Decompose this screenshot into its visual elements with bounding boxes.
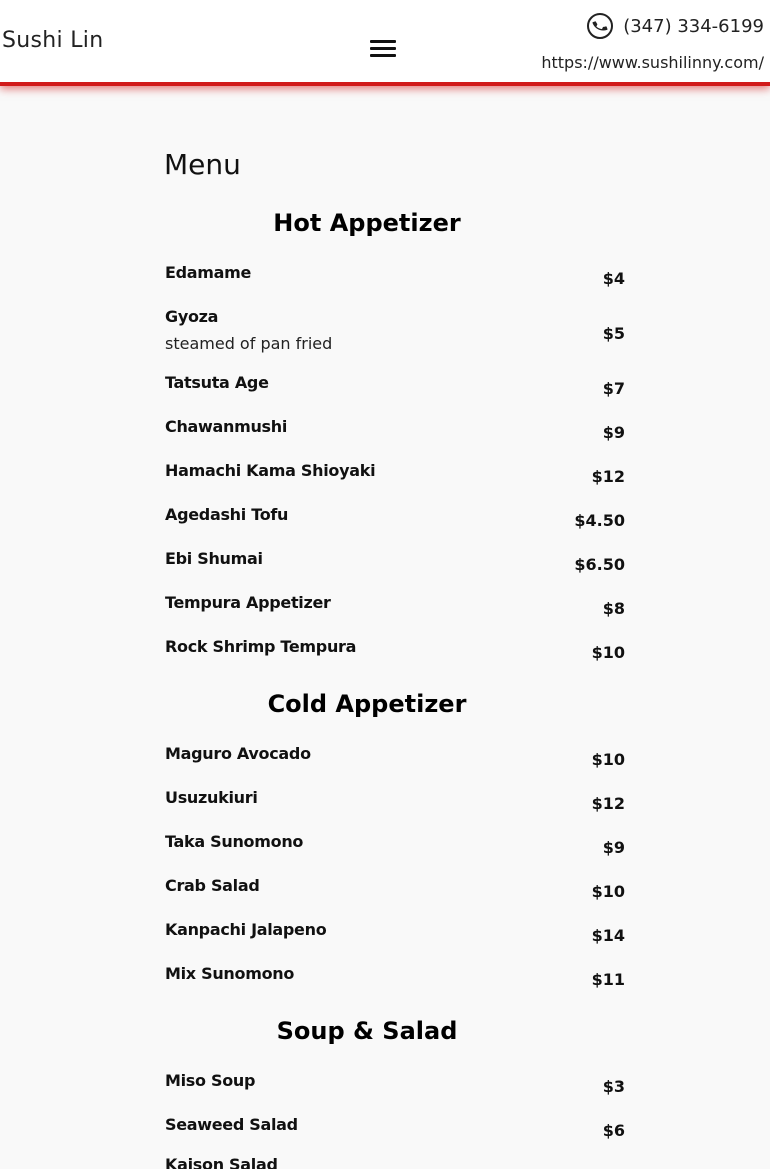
item-price: $12	[591, 794, 625, 813]
item-name: Mix Sunomono	[165, 964, 295, 983]
menu-item	[165, 876, 625, 901]
site-header	[0, 0, 770, 86]
phone-contact[interactable]	[587, 13, 764, 39]
menu-item	[165, 832, 625, 857]
item-name: Kaison Salad	[165, 1155, 278, 1169]
item-price: $3	[602, 1077, 625, 1096]
menu-item	[165, 505, 625, 530]
item-name: Miso Soup	[165, 1071, 256, 1090]
menu-item	[165, 549, 625, 574]
page-title: Menu	[164, 148, 241, 181]
menu-item	[165, 637, 625, 662]
menu-item	[165, 461, 625, 486]
item-name: Rock Shrimp Tempura	[165, 637, 357, 656]
hamburger-menu-icon[interactable]	[370, 40, 396, 58]
menu-item	[165, 1071, 625, 1096]
menu-item	[165, 964, 625, 989]
item-price: $9	[602, 423, 625, 442]
item-name: Edamame	[165, 263, 252, 282]
item-price: $12	[591, 467, 625, 486]
item-price: $6.50	[574, 555, 625, 574]
item-name: Usuzukiuri	[165, 788, 258, 807]
item-name: Hamachi Kama Shioyaki	[165, 461, 376, 480]
menu-item	[165, 593, 625, 618]
section-title-hot-appetizer: Hot Appetizer	[273, 209, 461, 237]
item-name: Tempura Appetizer	[165, 593, 331, 612]
item-name: Seaweed Salad	[165, 1115, 298, 1134]
menu-item	[165, 788, 625, 813]
item-name: Chawanmushi	[165, 417, 288, 436]
item-name: Crab Salad	[165, 876, 260, 895]
item-price: $6	[602, 1121, 625, 1140]
menu-item	[165, 744, 625, 769]
item-price: $10	[591, 882, 625, 901]
phone-number: (347) 334-6199	[623, 15, 764, 37]
menu-item	[165, 920, 625, 945]
website-link[interactable]: https://www.sushilinny.com/	[541, 53, 764, 72]
item-price: $14	[591, 926, 625, 945]
item-price: $5	[602, 324, 625, 343]
section-title-soup-salad: Soup & Salad	[276, 1017, 458, 1045]
phone-icon	[587, 13, 613, 39]
menu-item	[165, 307, 625, 353]
brand-name[interactable]: Sushi Lin	[2, 28, 104, 53]
item-price: $11	[591, 970, 625, 989]
menu-item	[165, 263, 625, 288]
item-name: Agedashi Tofu	[165, 505, 289, 524]
item-name: Taka Sunomono	[165, 832, 304, 851]
item-name: Tatsuta Age	[165, 373, 269, 392]
section-title-cold-appetizer: Cold Appetizer	[267, 690, 467, 718]
item-description: steamed of pan fried	[165, 334, 333, 353]
item-name: Kanpachi Jalapeno	[165, 920, 327, 939]
menu-item	[165, 1155, 625, 1169]
item-price: $4.50	[574, 511, 625, 530]
item-price: $10	[591, 643, 625, 662]
item-price: $7	[602, 379, 625, 398]
item-name: Ebi Shumai	[165, 549, 263, 568]
item-price: $8	[602, 599, 625, 618]
item-price: $4	[602, 269, 625, 288]
menu-item	[165, 417, 625, 442]
item-name: Gyoza	[165, 307, 219, 326]
menu-item	[165, 373, 625, 398]
item-price: $10	[591, 750, 625, 769]
item-price: $9	[602, 838, 625, 857]
item-name: Maguro Avocado	[165, 744, 311, 763]
menu-item	[165, 1115, 625, 1140]
